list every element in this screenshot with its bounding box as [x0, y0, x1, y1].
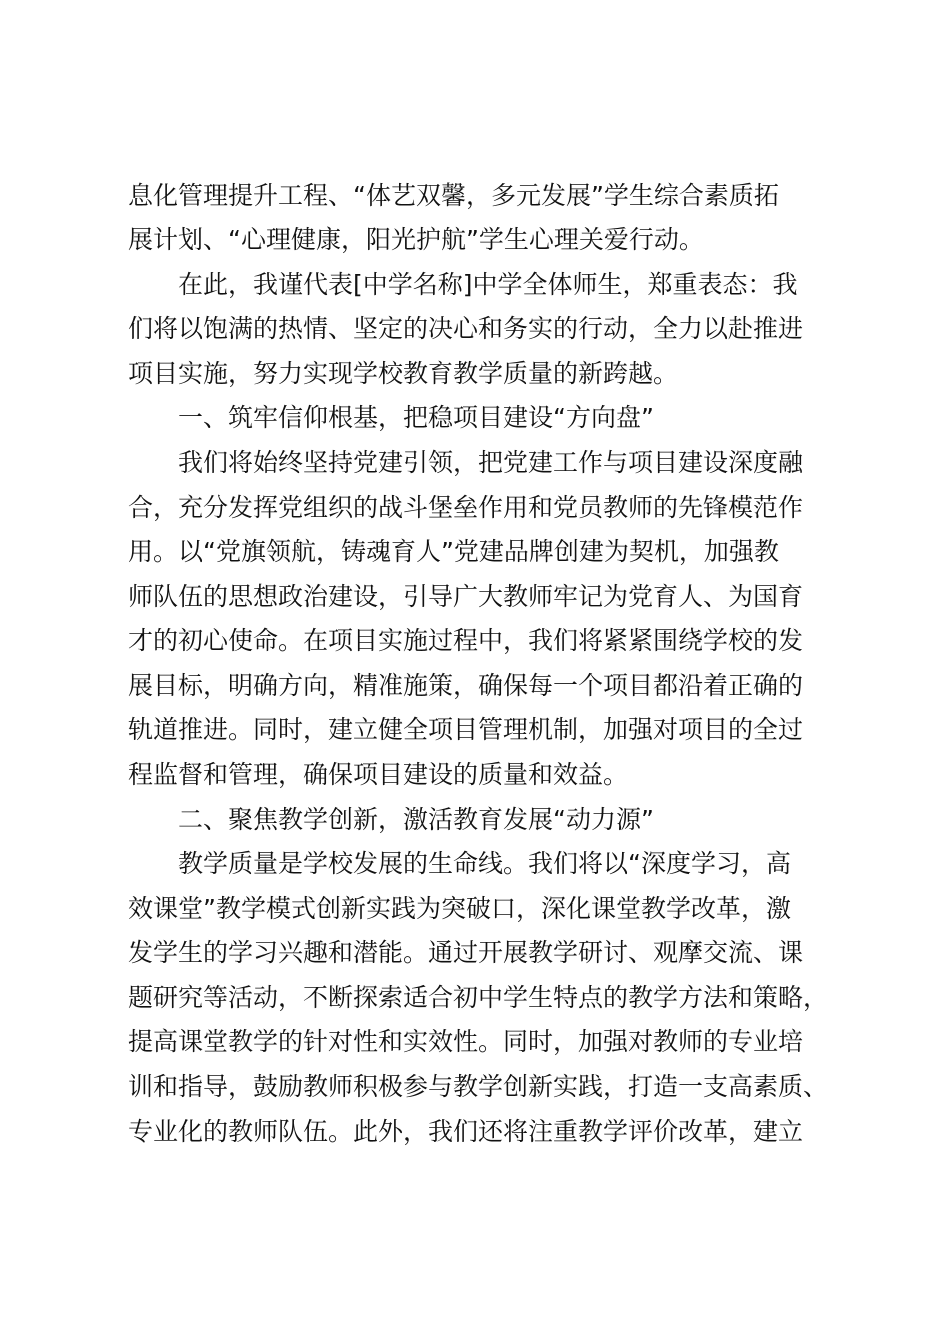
- text-line: 用。以“党旗领航，铸魂育人”党建品牌创建为契机，加强教: [128, 537, 779, 566]
- text-line: 合，充分发挥党组织的战斗堡垒作用和党员教师的先锋模范作: [128, 493, 804, 522]
- text-line: 专业化的教师队伍。此外，我们还将注重教学评价改革，建立: [128, 1117, 804, 1146]
- text-line: 展目标，明确方向，精准施策，确保每一个项目都沿着正确的: [128, 671, 804, 700]
- text-line: 提高课堂教学的针对性和实效性。同时，加强对教师的专业培: [128, 1027, 804, 1056]
- text-line: 教学质量是学校发展的生命线。我们将以“深度学习，高: [178, 849, 791, 878]
- text-line: 息化管理提升工程、“体艺双馨，多元发展”学生综合素质拓: [128, 181, 779, 210]
- text-line: 才的初心使命。在项目实施过程中，我们将紧紧围绕学校的发: [128, 626, 804, 655]
- text-line: 程监督和管理，确保项目建设的质量和效益。: [128, 760, 629, 789]
- section-heading: 一、筑牢信仰根基，把稳项目建设“方向盘”: [178, 403, 654, 432]
- text-line: 师队伍的思想政治建设，引导广大教师牢记为党育人、为国育: [128, 582, 804, 611]
- text-line: 效课堂”教学模式创新实践为突破口，深化课堂教学改革，激: [128, 894, 791, 923]
- section-heading: 二、聚焦教学创新，激活教育发展“动力源”: [178, 805, 654, 834]
- text-line: 在此，我谨代表[中学名称]中学全体师生，郑重表态：我: [178, 270, 798, 299]
- text-line: 题研究等活动，不断探索适合初中学生特点的教学方法和策略，: [128, 983, 829, 1012]
- text-line: 训和指导，鼓励教师积极参与教学创新实践，打造一支高素质、: [128, 1072, 829, 1101]
- text-line: 我们将始终坚持党建引领，把党建工作与项目建设深度融: [178, 448, 804, 477]
- text-line: 轨道推进。同时，建立健全项目管理机制，加强对项目的全过: [128, 715, 804, 744]
- text-line: 们将以饱满的热情、坚定的决心和务实的行动，全力以赴推进: [128, 314, 804, 343]
- text-line: 发学生的学习兴趣和潜能。通过开展教学研讨、观摩交流、课: [128, 938, 804, 967]
- text-line: 项目实施，努力实现学校教育教学质量的新跨越。: [128, 359, 679, 388]
- text-line: 展计划、“心理健康，阳光护航”学生心理关爱行动。: [128, 225, 704, 254]
